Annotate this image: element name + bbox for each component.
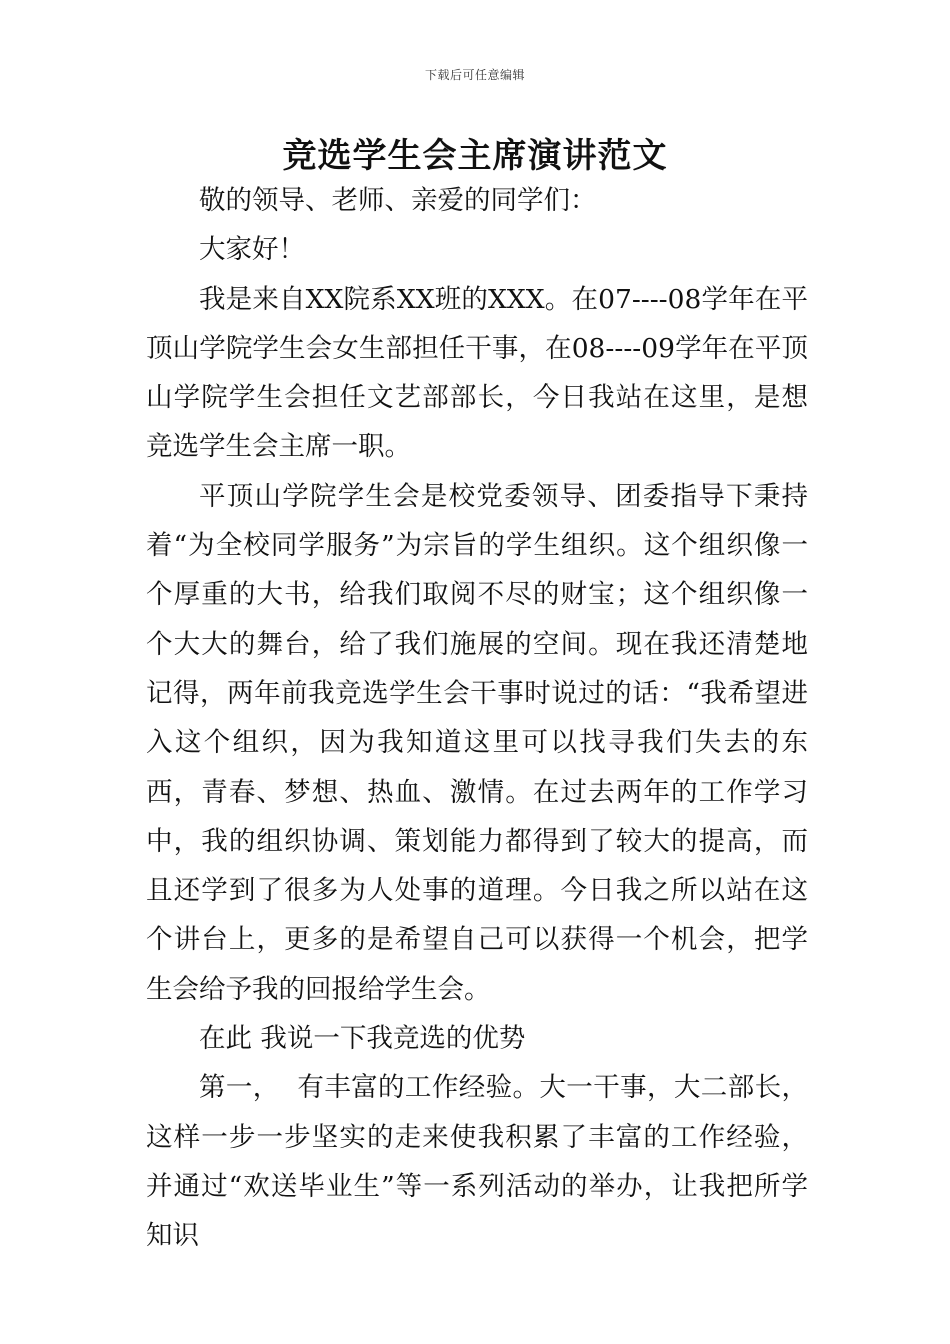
document-title: 竞选学生会主席演讲范文 — [282, 136, 668, 176]
greeting-paragraph: 大家好！ — [199, 234, 305, 266]
introduction-paragraph: 我是来自XX院系XX班的XXX。在07----08学年在平顶山学院学生会女生部担任干事，在08----09学年在平顶山学院学生会担任文艺部部长，今日我站在这里，是想竞选学生会主席一职。 — [146, 283, 808, 463]
document-body — [146, 176, 808, 1261]
organization-paragraph: 平顶山学院学生会是校党委领导、团委指导下秉持着“为全校同学服务”为宗旨的学生组织。这个组织像一个厚重的大书，给我们取阅不尽的财宝；这个组织像一个大大的舞台，给了我们施展的空间。现在我还清楚地记得，两年前我竞选学生会干事时说过的话：“我希望进入这个组织，因为我知道这里可以找寻我们失去的东西，青春、梦想、热血、激情。在过去两年的工作学习中，我的组织协调、策划能力都得到了较大的提高，而且还学到了很多为人处事的道理。今日我之所以站在这个讲台上，更多的是希望自己可以获得一个机会，把学生会给予我的回报给学生会。 — [146, 480, 808, 1005]
advantages-heading-paragraph: 在此 我说一下我竞选的优势 — [199, 1023, 526, 1055]
header-note: 下载后可任意编辑 — [424, 68, 525, 82]
salutation-paragraph: 敬的领导、老师、亲爱的同学们： — [199, 185, 597, 216]
first-advantage-paragraph: 第一， 有丰富的工作经验。大一干事，大二部长，这样一步一步坚实的走来使我积累了丰富的工作经验，并通过“欢送毕业生”等一系列活动的举办，让我把所学知识 — [146, 1072, 808, 1252]
